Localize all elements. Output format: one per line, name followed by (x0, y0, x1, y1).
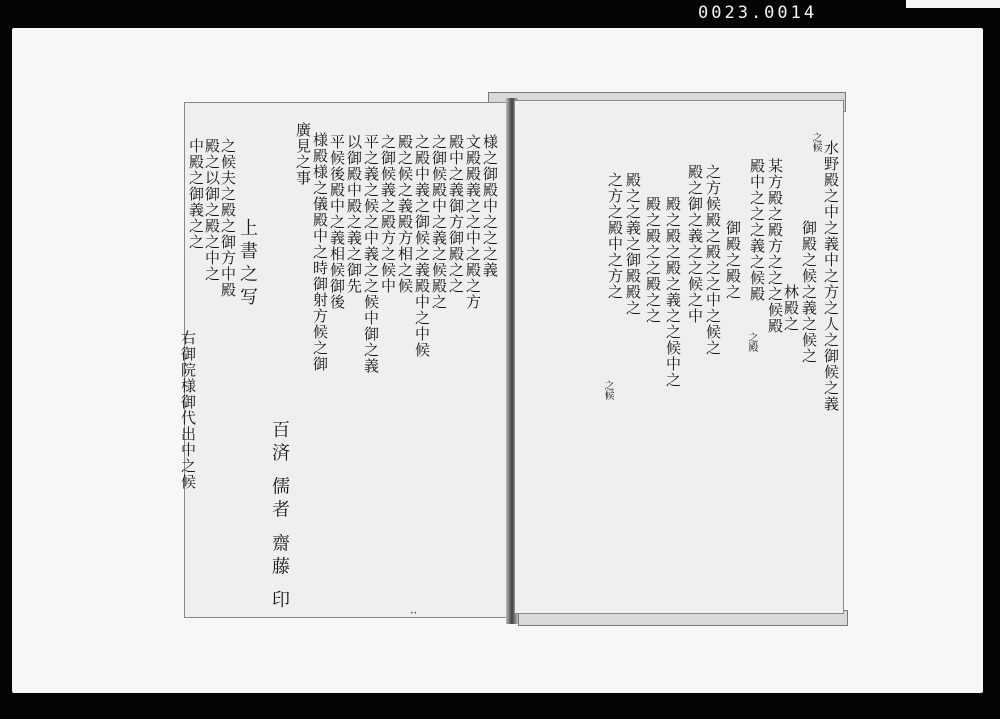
text-column: 文殿殿義之之中之殿之方 (464, 134, 482, 310)
text-column: 林殿之 (782, 284, 800, 332)
text-column: 之御候殿中之義之候殿之 (430, 134, 448, 310)
author-signature: 百済 儒者 齋藤 印 (269, 420, 290, 614)
text-column: 之方之殿中之方之 (606, 172, 624, 300)
document-heading: 上書之写 (237, 218, 258, 310)
text-column: 之候夫之殿之御方中殿 (219, 138, 237, 298)
text-column: 殿之殿之殿之義之之候中之 (664, 196, 682, 388)
text-column: 様殿様之儀殿中之時御射方候之御 (311, 132, 329, 372)
annotation: 之候 (602, 380, 613, 400)
text-column: 某方殿之殿方之之之候殿 (766, 158, 784, 334)
text-column: 水野殿之中之義中之方之人之御候之義 (822, 140, 840, 412)
text-column: 御殿之殿之 (724, 220, 742, 300)
text-column: 殿之以御之殿之中之 (203, 138, 221, 282)
text-column: 殿中之義御方御殿之之 (447, 134, 465, 294)
text-column: 殿之殿之之殿之之 (644, 196, 662, 324)
text-column: 殿之候之義殿方相之候 (396, 134, 414, 294)
text-column: 之殿中義之御候之義殿中之中候 (413, 134, 431, 358)
text-column: 中殿之御義之之 (187, 138, 205, 250)
text-column: 殿之之義之御殿殿之 (624, 172, 642, 316)
text-column: 平候後殿中之義相候御後 (328, 134, 346, 310)
film-edge-tab (906, 0, 1000, 8)
text-column: 以御殿中殿之義之御先 (345, 134, 363, 294)
text-column: 殿之御之義之之候之中 (686, 164, 704, 324)
text-column: 之方候殿之殿之之中之候之 (704, 164, 722, 356)
page-folio-mark: •• (410, 610, 418, 617)
annotation: 之候 (810, 132, 821, 152)
text-column: 殿中之之之義之候殿 (748, 158, 766, 302)
open-manuscript-book (180, 86, 860, 626)
text-column: 御殿之候之義之候之 (800, 220, 818, 364)
left-page (179, 102, 510, 618)
annotation: 之殿 (746, 332, 757, 352)
text-column: 之御候義之殿方之候中 (379, 134, 397, 294)
right-page (514, 100, 844, 614)
text-column: 平之義之候之中義之之候中御之義 (362, 134, 380, 374)
text-column: 廣見之事 (294, 122, 312, 186)
text-column: 様之御殿中之之之義 (481, 134, 499, 278)
closing-line: 右御院様御代出中之候 (179, 330, 197, 490)
film-frame-number: 0023.0014 (698, 3, 818, 23)
